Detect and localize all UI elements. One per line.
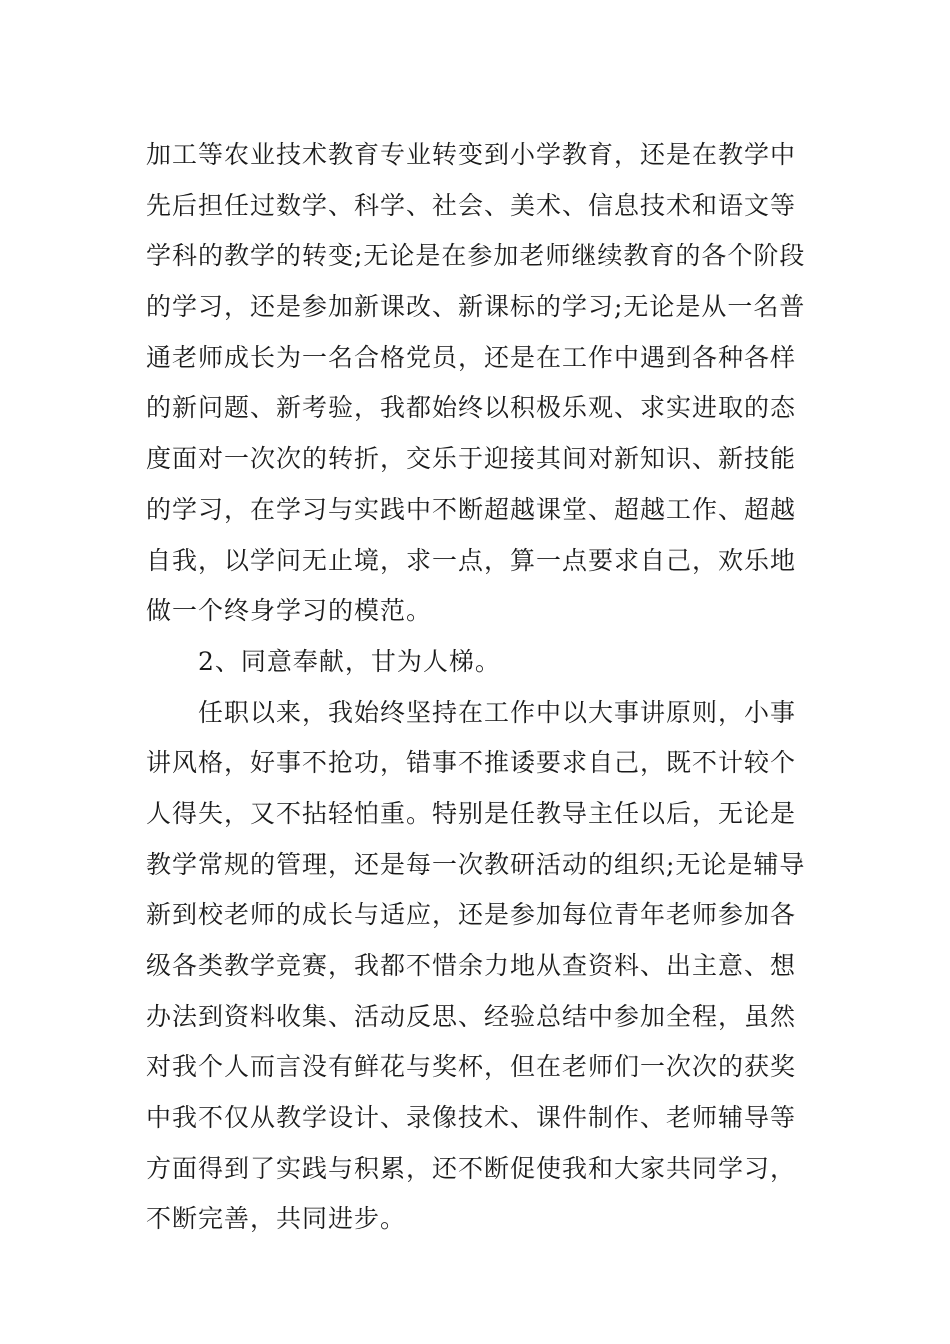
- text-line: 不断完善，共同进步。: [146, 1204, 407, 1234]
- paragraph-start-line: 任职以来，我始终坚持在工作中以大事讲原则，小事: [198, 697, 797, 727]
- text-line: 的新问题、新考验，我都始终以积极乐观、求实进取的态: [146, 393, 797, 423]
- text-line: 度面对一次次的转折，交乐于迎接其间对新知识、新技能: [146, 444, 797, 474]
- text-line: 教学常规的管理，还是每一次教研活动的组织;无论是辅导: [146, 849, 806, 879]
- text-line: 讲风格，好事不抢功，错事不推诿要求自己，既不计较个: [146, 748, 797, 778]
- text-line: 的学习，在学习与实践中不断超越课堂、超越工作、超越: [146, 494, 797, 524]
- text-line: 方面得到了实践与积累，还不断促使我和大家共同学习，: [146, 1153, 797, 1183]
- text-line: 级各类教学竞赛，我都不惜余力地从查资料、出主意、想: [146, 951, 797, 980]
- text-line: 对我个人而言没有鲜花与奖杯，但在老师们一次次的获奖: [146, 1052, 797, 1082]
- document-body: [146, 130, 826, 1245]
- text-line: 中我不仅从教学设计、录像技术、课件制作、老师辅导等: [146, 1103, 797, 1133]
- text-line: 新到校老师的成长与适应，还是参加每位青年老师参加各: [146, 900, 797, 930]
- text-line: 先后担任过数学、科学、社会、美术、信息技术和语文等: [146, 190, 797, 220]
- text-line: 的学习，还是参加新课改、新课标的学习;无论是从一名普: [146, 292, 806, 322]
- text-line: 学科的教学的转变;无论是在参加老师继续教育的各个阶段: [146, 241, 806, 271]
- section-heading: 2、同意奉献，甘为人梯。: [198, 646, 501, 676]
- text-line: 人得失，又不拈轻怕重。特别是任教导主任以后，无论是: [146, 798, 797, 828]
- text-line: 通老师成长为一名合格党员，还是在工作中遇到各种各样: [146, 342, 797, 372]
- text-line: 办法到资料收集、活动反思、经验总结中参加全程，虽然: [146, 1001, 797, 1031]
- text-line: 加工等农业技术教育专业转变到小学教育，还是在教学中: [146, 140, 797, 169]
- text-line: 自我，以学问无止境，求一点，算一点要求自己，欢乐地: [146, 545, 797, 575]
- text-line: 做一个终身学习的模范。: [146, 596, 433, 626]
